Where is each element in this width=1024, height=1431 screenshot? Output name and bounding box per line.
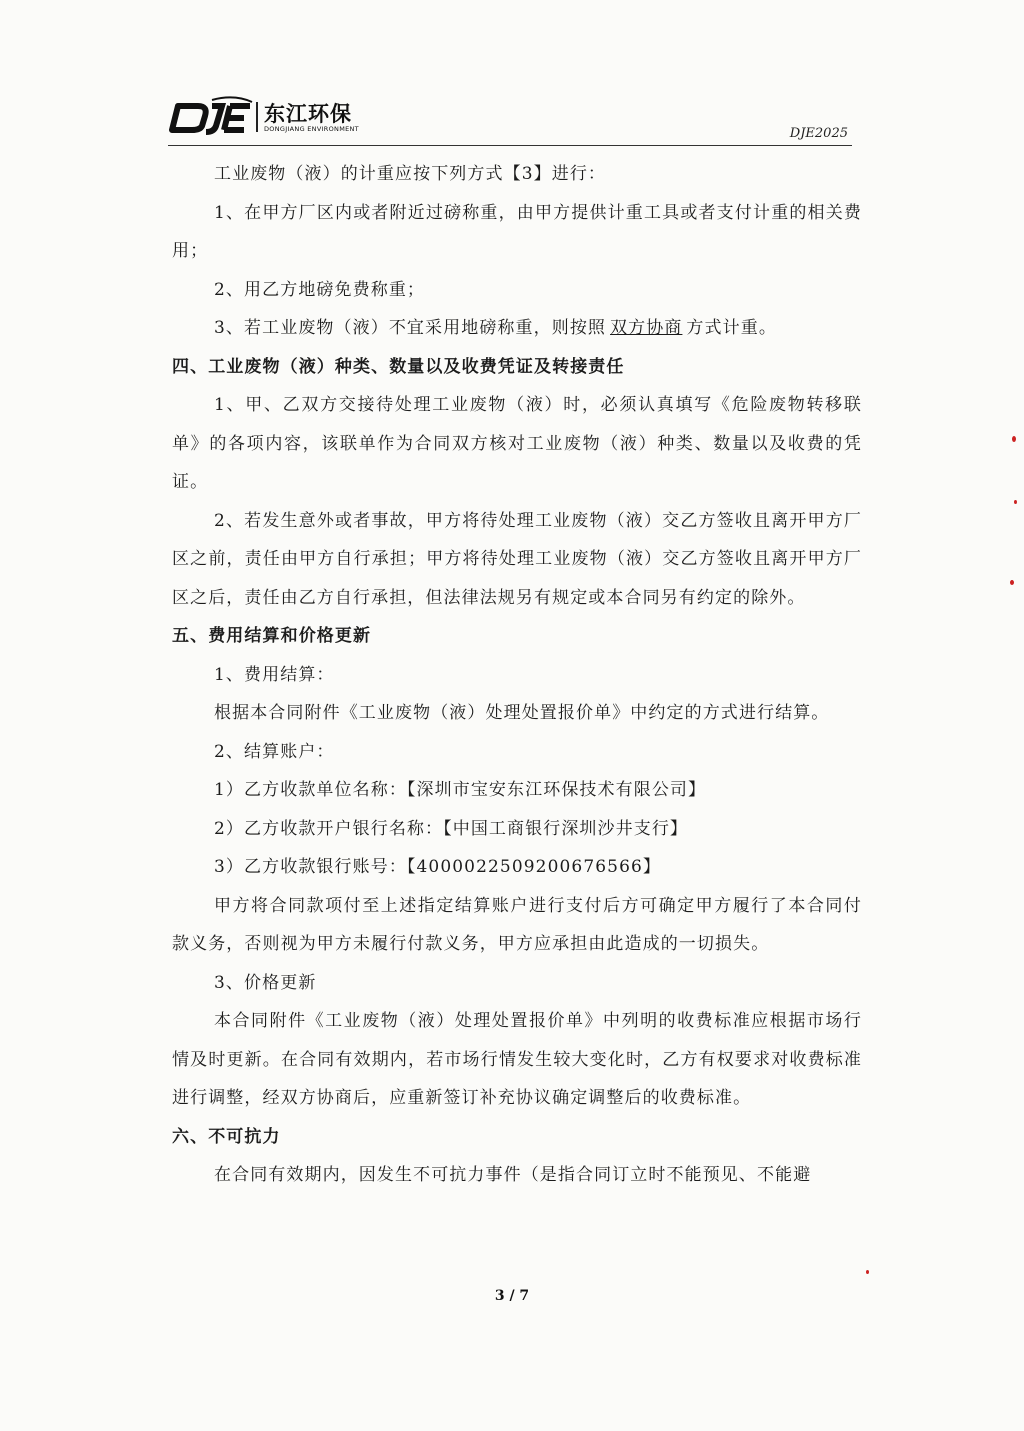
text-span: 方式计重。 xyxy=(686,318,777,338)
paragraph: 1）乙方收款单位名称：【深圳市宝安东江环保技术有限公司】 xyxy=(214,780,707,800)
paragraph: 2、用乙方地磅免费称重； xyxy=(214,279,426,300)
paragraph: 在合同有效期内，因发生不可抗力事件（是指合同订立时不能预见、不能避 xyxy=(214,1165,812,1185)
scan-mark xyxy=(866,1270,869,1274)
scan-mark xyxy=(1014,500,1017,504)
underlined-fill-in: 双方协商 xyxy=(610,318,683,338)
paragraph: 3、价格更新 xyxy=(214,972,317,993)
paragraph: 根据本合同附件《工业废物（液）处理处置报价单》中约定的方式进行结算。 xyxy=(214,703,830,723)
paragraph: 2）乙方收款开户银行名称：【中国工商银行深圳沙井支行】 xyxy=(214,818,689,839)
paragraph xyxy=(172,309,862,348)
dje-logo-mark xyxy=(168,96,254,136)
paragraph: 本合同附件《工业废物（液）处理处置报价单》中列明的收费标准应根据市场行情及时更新。在合同有效期内，若市场行情发生较大变化时，乙方有权要求对收费标准进行调整，经双方协商后，应重新签订补充协议确定调整后的收费标准。 xyxy=(172,1011,862,1108)
paragraph: 工业废物（液）的计重应按下列方式【3】进行： xyxy=(214,164,607,184)
logo-chinese-name: 东江环保 xyxy=(264,102,352,126)
paragraph: 甲方将合同款项付至上述指定结算账户进行支付后方可确定甲方履行了本合同付款义务，否则视为甲方未履行付款义务，甲方应承担由此造成的一切损失。 xyxy=(172,895,862,954)
company-logo xyxy=(168,92,368,142)
paragraph: 1、费用结算： xyxy=(214,664,335,685)
page-header xyxy=(168,92,852,150)
paragraph: 1、甲、乙双方交接待处理工业废物（液）时，必须认真填写《危险废物转移联单》的各项内容，该联单作为合同双方核对工业废物（液）种类、数量以及收费的凭证。 xyxy=(172,395,862,492)
section-heading: 五、费用结算和价格更新 xyxy=(172,626,372,646)
document-code: DJE2025 xyxy=(789,126,848,141)
scan-mark xyxy=(1012,436,1016,442)
logo-divider xyxy=(256,102,258,132)
paragraph: 2、若发生意外或者事故，甲方将待处理工业废物（液）交乙方签收且离开甲方厂区之前，责任由甲方自行承担；甲方将待处理工业废物（液）交乙方签收且离开甲方厂区之后，责任由乙方自行承担，但法律法规另有规定或本合同另有约定的除外。 xyxy=(172,510,862,608)
page-number: 3 / 7 xyxy=(494,1288,530,1304)
scan-mark xyxy=(1010,580,1014,585)
text-span: 3、若工业废物（液）不宜采用地磅称重，则按照 xyxy=(214,318,607,338)
header-rule xyxy=(168,145,852,146)
document-body xyxy=(172,155,862,1195)
logo-english-name: DONGJIANG ENVIRONMENT xyxy=(264,125,359,133)
section-heading: 四、工业废物（液）种类、数量以及收费凭证及转接责任 xyxy=(172,356,625,377)
paragraph: 3）乙方收款银行账号：【4000022509200676566】 xyxy=(214,857,662,877)
paragraph: 1、在甲方厂区内或者附近过磅称重，由甲方提供计重工具或者支付计重的相关费用； xyxy=(172,202,862,261)
paragraph: 2、结算账户： xyxy=(214,741,335,762)
section-heading: 六、不可抗力 xyxy=(172,1126,281,1147)
